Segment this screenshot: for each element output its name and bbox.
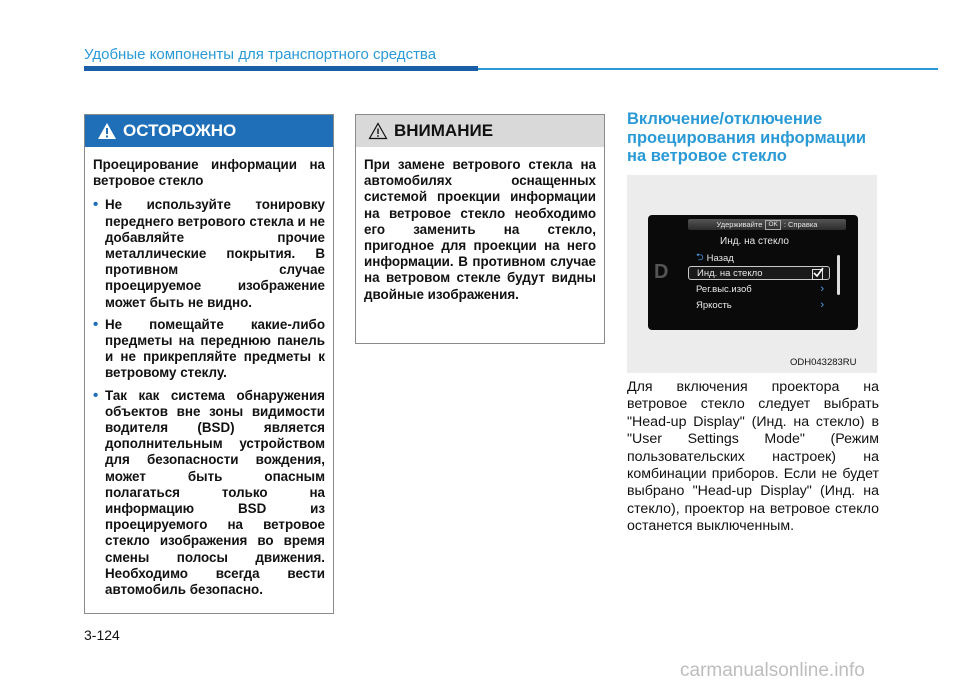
page-number: 3-124 [84,627,120,643]
menu-row-hud[interactable]: Инд. на стекло [688,266,830,280]
caution-box-header [356,115,604,147]
section-title: Включение/отключение проецирования информации на ветровое стекло [627,110,867,165]
menu-row-back[interactable]: ⮌ Назад [688,251,830,265]
checkmark-icon [812,267,824,279]
menu-title: Инд. на стекло [720,236,789,247]
bullet-icon: • [93,315,99,333]
warning-box-body [85,147,333,598]
chevron-right-icon: › [820,299,824,311]
cluster-screen [648,215,858,330]
gear-indicator: D [654,261,669,283]
warning-box [84,114,334,614]
warning-item: • Не помещайте какие-либо предметы на переднюю панель и не прикрепляйте предметы к ветровому стеклу. [93,315,325,381]
header-rule-thick [84,66,478,71]
return-arrow-icon: ⮌ [696,252,704,263]
warning-box-title: ОСТОРОЖНО [123,121,237,140]
watermark: carmanualsonline.info [680,660,865,681]
caution-box-title: ВНИМАНИЕ [394,121,494,140]
caution-box-body [356,147,604,303]
warning-box-header [85,115,333,147]
section-body: Для включения проектора на ветровое стекло следует выбрать "Head-up Display" (Инд. на стекло) в "User Settings Mode" (Режим пользовательских настроек) на комбинации приборов. Если не будет выбрано "Head-up Display" (Инд. на стекло), проектор на ветровое стекло останется выключенным. [627,379,879,535]
ok-key: OK [765,220,780,230]
hint-right: : Справка [783,220,818,229]
header-rule-thin [478,68,938,70]
caution-box [355,114,605,344]
screen-hint-bar [688,219,846,230]
warning-item: • Не используйте тонировку переднего ветрового стекла и не добавляйте прочие металлические покрытия. В противном случае проецируемое изображение может быть не видно. [93,196,325,310]
checkbox-checked[interactable] [812,269,823,280]
warning-triangle-icon [97,122,117,140]
menu-row-height[interactable]: Рег.выс.изоб › [696,283,824,295]
warning-list [93,197,325,598]
warning-intro: Проецирование информации на ветровое стекло [93,157,325,189]
figure-code: ODH043283RU [790,357,857,368]
bullet-icon: • [93,196,99,214]
header-title: Удобные компоненты для транспортного средства [84,46,437,63]
caution-text: При замене ветрового стекла на автомобилях оснащенных системой проекции информации на ветровое стекло необходимо его заменить на стекло, пригодное для проекции на него информации. В противном случае на ветровом стекле будут видны двойные изображения. [364,157,596,302]
menu-scrollbar [837,255,840,295]
chevron-right-icon: › [820,283,824,295]
menu-row-brightness[interactable]: Яркость › [696,299,824,311]
hint-left: Удерживайте [716,220,763,229]
warning-item: • Так как система обнаружения объектов вне зоны видимости водителя (BSD) является дополнительным устройством для безопасности вождения, может быть опасным полагаться только на информацию BSD из проецируемого на ветровое стекло изображения во время смены полосы движения. Необходимо всегда вести автомобиль безопасно. [93,386,325,598]
caution-triangle-icon [368,122,388,140]
bullet-icon: • [93,386,99,404]
